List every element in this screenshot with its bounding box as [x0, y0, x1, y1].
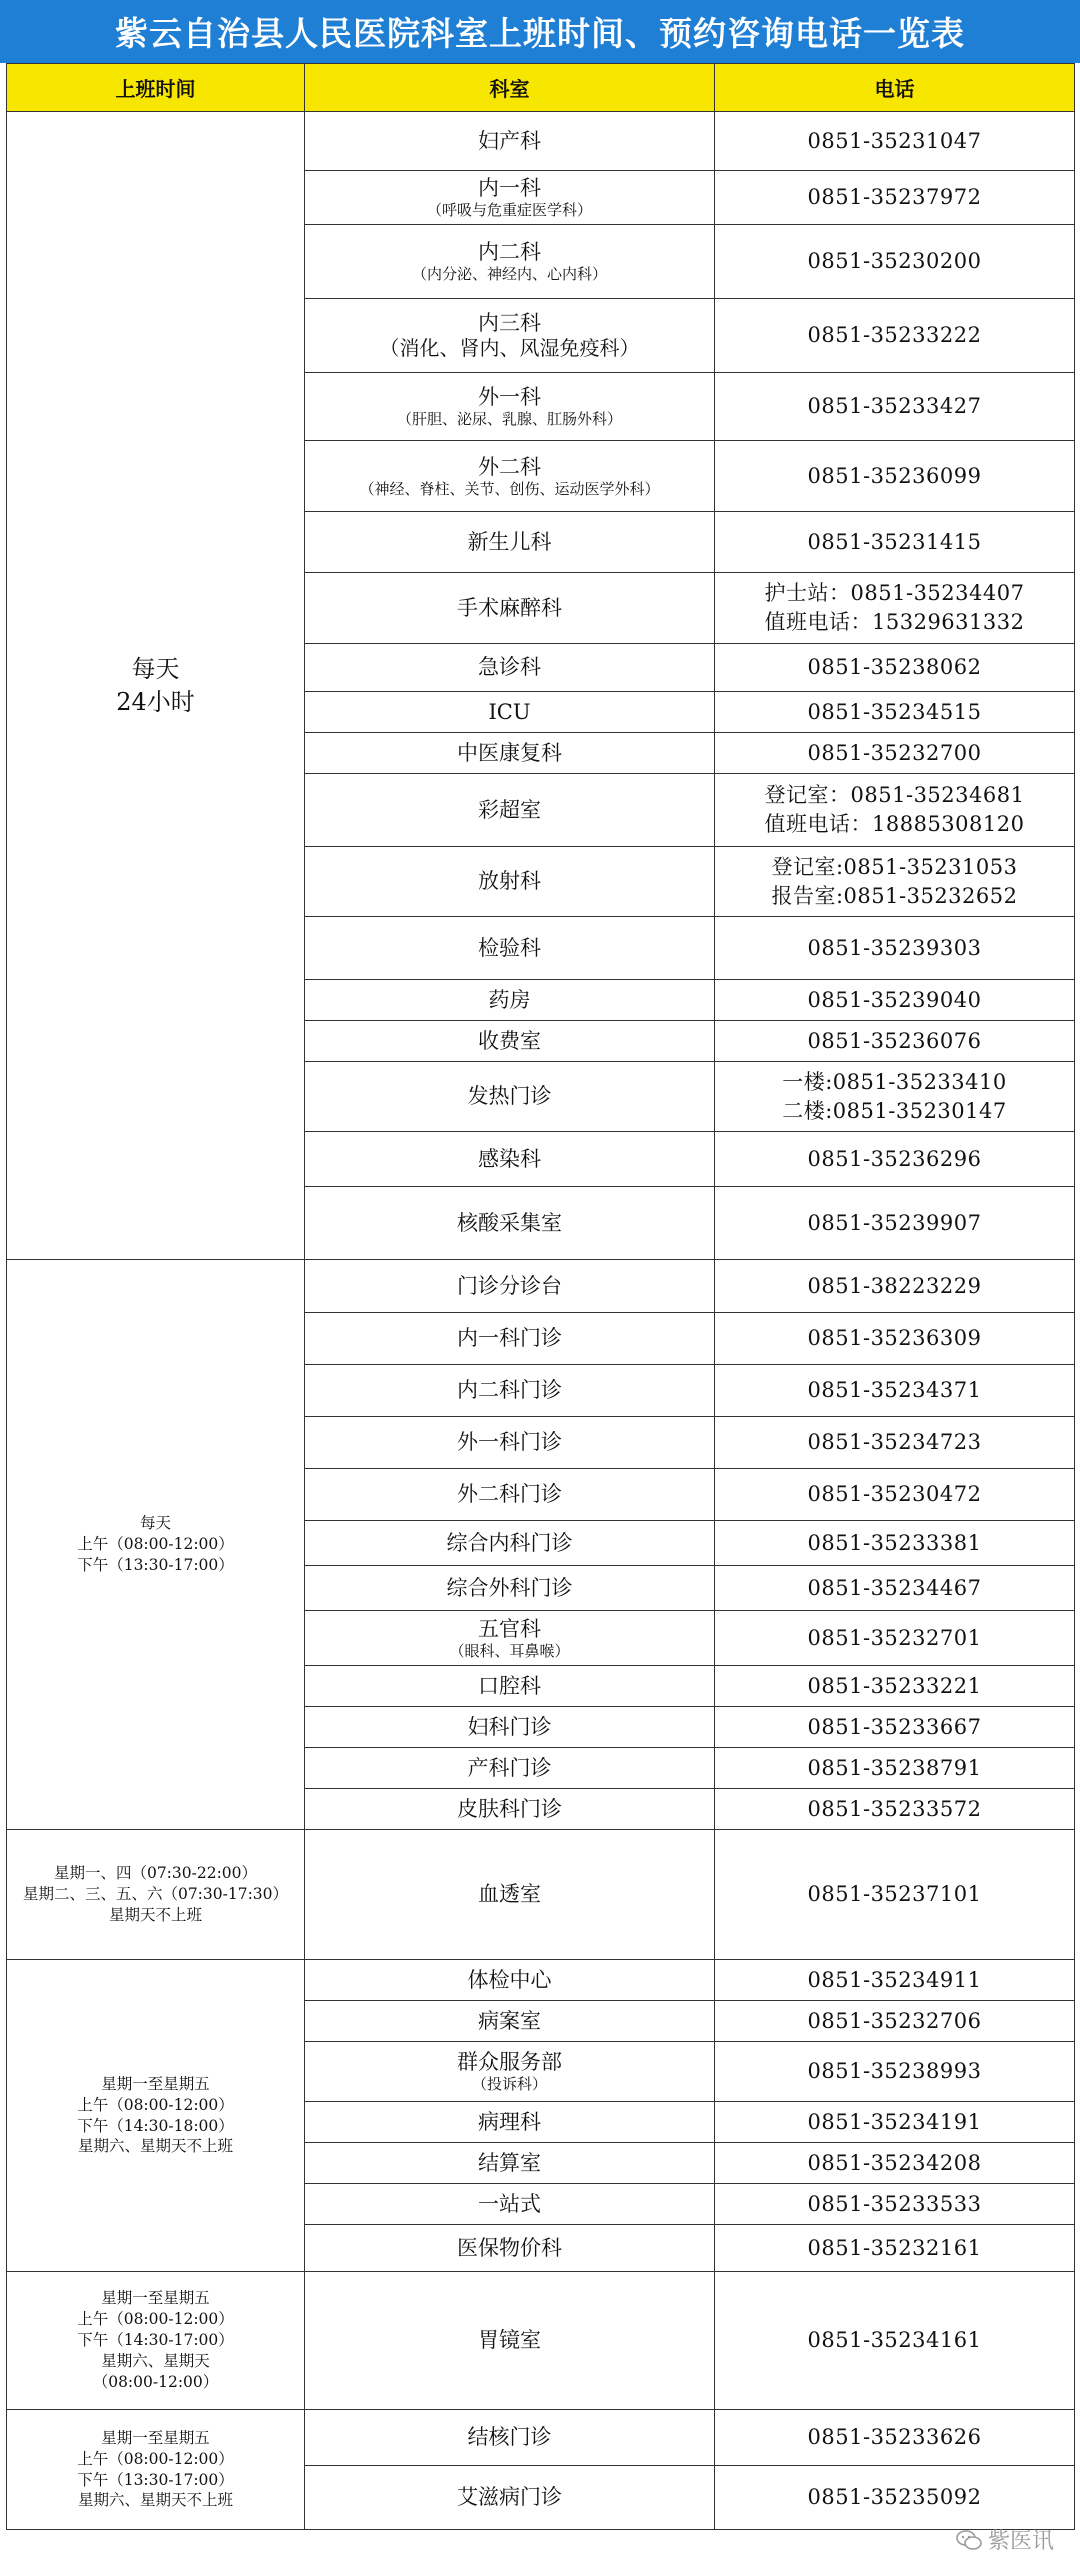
time-line: 下午（13:30-17:00） [77, 2470, 234, 2489]
phone-number: 0851-35234191 [807, 2109, 982, 2134]
phone-cell [715, 2102, 1075, 2143]
dept-subtitle: （肝胆、泌尿、乳腺、肛肠外科） [396, 410, 622, 429]
time-line: 下午（13:30-17:00） [77, 1555, 234, 1574]
phone-number: 0851-35230200 [807, 249, 982, 274]
phone-cell [715, 1417, 1075, 1469]
phone-number: 0851-38223229 [807, 1273, 982, 1298]
dept-cell [305, 1313, 715, 1365]
dept-name: 内一科 [478, 176, 541, 200]
phone-number: 0851-35231047 [807, 128, 982, 153]
phone-number: 0851-35237101 [807, 1882, 982, 1907]
phone-number: 护士站：0851-35234407 [764, 581, 1025, 606]
time-line: 上午（08:00-12:00） [77, 2449, 234, 2468]
phone-cell [715, 441, 1075, 512]
time-line: 每天 [131, 655, 180, 684]
dept-cell [305, 917, 715, 980]
dept-name: 内三科 [478, 310, 541, 335]
phone-number: 二楼:0851-35230147 [782, 1098, 1007, 1123]
phone-cell [715, 2225, 1075, 2272]
phone-number: 0851-35232700 [807, 740, 982, 765]
phone-number: 0851-35233667 [807, 1714, 982, 1739]
phone-number: 0851-35239040 [807, 987, 982, 1012]
phone-number: 0851-35236099 [807, 463, 982, 488]
dept-cell [305, 1062, 715, 1132]
phone-cell [715, 2143, 1075, 2184]
dept-cell [305, 1830, 715, 1960]
wechat-icon [956, 2529, 982, 2551]
title-bar [0, 0, 1080, 63]
phone-number: 0851-35238062 [807, 655, 982, 680]
phone-number: 0851-35234723 [807, 1430, 982, 1455]
dept-cell [305, 1611, 715, 1666]
phone-number: 0851-35232701 [807, 1625, 982, 1650]
table-row [7, 2410, 1075, 2466]
phone-number: 0851-35236296 [807, 1146, 982, 1171]
phone-cell [715, 1260, 1075, 1313]
phone-number: 值班电话：15329631332 [764, 610, 1025, 634]
dept-name: 内二科门诊 [457, 1378, 562, 1403]
dept-cell [305, 2272, 715, 2410]
phone-cell [715, 1960, 1075, 2001]
phone-cell [715, 1566, 1075, 1611]
dept-name: 体检中心 [467, 1967, 552, 1992]
phone-number: 0851-35234371 [807, 1378, 982, 1403]
dept-name: 五官科 [478, 1616, 541, 1641]
dept-subtitle: （投诉科） [471, 2075, 547, 2094]
phone-cell [715, 2184, 1075, 2225]
dept-cell [305, 373, 715, 441]
dept-name: 急诊科 [478, 655, 541, 680]
phone-number: 报告室:0851-35232652 [771, 883, 1018, 908]
phone-number: 0851-35234515 [807, 699, 982, 724]
time-line: 下午（14:30-18:00） [77, 2116, 234, 2135]
phone-number: 0851-35234467 [807, 1575, 982, 1600]
dept-cell [305, 1417, 715, 1469]
phone-number: 0851-35233221 [807, 1673, 982, 1698]
time-line: 星期一、四（07:30-22:00） [53, 1864, 258, 1883]
phone-number: 0851-35238993 [807, 2059, 982, 2084]
table-header-row [7, 64, 1075, 112]
dept-cell [305, 1021, 715, 1062]
dept-name: 检验科 [478, 935, 541, 960]
dept-name: 血透室 [478, 1882, 541, 1907]
phone-cell [715, 692, 1075, 733]
phone-cell [715, 1365, 1075, 1417]
phone-cell [715, 1469, 1075, 1521]
dept-cell [305, 573, 715, 644]
phone-cell [715, 512, 1075, 573]
phone-number: 0851-35239303 [807, 935, 982, 960]
dept-name: 药房 [488, 987, 531, 1012]
phone-cell [715, 225, 1075, 299]
dept-cell [305, 1666, 715, 1707]
dept-cell [305, 774, 715, 847]
phone-number: 0851-35233626 [807, 2425, 982, 2450]
dept-name: 手术麻醉科 [457, 595, 562, 620]
dept-cell [305, 2001, 715, 2042]
dept-cell [305, 980, 715, 1021]
phone-cell [715, 373, 1075, 441]
time-line: 上午（08:00-12:00） [77, 1535, 234, 1554]
dept-name: 医保物价科 [457, 2235, 562, 2260]
dept-cell [305, 733, 715, 774]
dept-name: 放射科 [478, 869, 541, 894]
phone-number: 0851-35238791 [807, 1755, 982, 1780]
table-row [7, 1960, 1075, 2001]
phone-number: 0851-35232706 [807, 2008, 982, 2033]
dept-subtitle: （内分泌、神经内、心内科） [411, 265, 607, 284]
dept-name: 感染科 [478, 1146, 541, 1171]
time-line: （08:00-12:00） [92, 2372, 219, 2391]
header-phone: 电话 [715, 64, 1075, 112]
phone-cell [715, 1062, 1075, 1132]
dept-name: 病理科 [478, 2109, 541, 2134]
phone-cell [715, 2466, 1075, 2530]
phone-cell [715, 2272, 1075, 2410]
dept-subtitle: （消化、肾内、风湿免疫科） [379, 336, 640, 361]
dept-cell [305, 1469, 715, 1521]
phone-number: 0851-35230472 [807, 1482, 982, 1507]
phone-number: 登记室:0851-35231053 [771, 854, 1018, 879]
dept-name: 外二科门诊 [457, 1482, 562, 1507]
phone-number: 值班电话：18885308120 [764, 812, 1025, 836]
phone-cell [715, 1611, 1075, 1666]
phone-number: 一楼:0851-35233410 [782, 1069, 1007, 1094]
phone-cell [715, 1707, 1075, 1748]
dept-cell [305, 441, 715, 512]
time-cell [7, 2272, 305, 2410]
phone-number: 0851-35234161 [807, 2328, 982, 2353]
time-line: 星期天不上班 [108, 1905, 202, 1924]
dept-cell [305, 1187, 715, 1260]
dept-cell [305, 1707, 715, 1748]
phone-number: 登记室：0851-35234681 [764, 783, 1025, 808]
phone-cell [715, 2410, 1075, 2466]
dept-cell [305, 2042, 715, 2102]
phone-cell [715, 1666, 1075, 1707]
dept-subtitle: （呼吸与危重症医学科） [426, 201, 592, 220]
phone-cell [715, 112, 1075, 171]
dept-name: 外一科 [478, 385, 541, 409]
phone-cell [715, 573, 1075, 644]
phone-cell [715, 644, 1075, 692]
time-line: 24小时 [116, 687, 195, 716]
header-time: 上班时间 [7, 64, 305, 112]
dept-cell [305, 2102, 715, 2143]
time-cell [7, 112, 305, 1260]
dept-name: 中医康复科 [457, 740, 562, 765]
dept-name: ICU [488, 699, 531, 724]
dept-name: 发热门诊 [467, 1084, 552, 1109]
dept-name: 核酸采集室 [457, 1210, 562, 1235]
time-cell [7, 1960, 305, 2272]
phone-number: 0851-35236076 [807, 1028, 982, 1053]
dept-name: 产科门诊 [467, 1755, 552, 1780]
dept-cell [305, 2466, 715, 2530]
dept-name: 妇科门诊 [467, 1714, 552, 1739]
dept-cell [305, 1566, 715, 1611]
phone-cell [715, 980, 1075, 1021]
dept-name: 门诊分诊台 [457, 1273, 562, 1298]
phone-cell [715, 847, 1075, 917]
dept-cell [305, 2143, 715, 2184]
dept-cell [305, 512, 715, 573]
time-cell [7, 1260, 305, 1830]
time-line: 星期六、星期天不上班 [77, 2137, 233, 2156]
dept-name: 外一科门诊 [457, 1430, 562, 1455]
dept-cell [305, 1521, 715, 1566]
dept-cell [305, 1260, 715, 1313]
phone-number: 0851-35239907 [807, 1210, 982, 1235]
table-row [7, 112, 1075, 171]
dept-cell [305, 299, 715, 373]
time-line: 下午（14:30-17:00） [77, 2331, 234, 2350]
phone-number: 0851-35233533 [807, 2191, 982, 2216]
dept-name: 外二科 [478, 454, 541, 479]
phone-number: 0851-35233572 [807, 1796, 982, 1821]
phone-cell [715, 1313, 1075, 1365]
time-cell [7, 1830, 305, 1960]
dept-cell [305, 2225, 715, 2272]
dept-name: 内一科门诊 [457, 1326, 562, 1351]
phone-number: 0851-35237972 [807, 185, 982, 210]
phone-number: 0851-35233427 [807, 394, 982, 419]
dept-name: 群众服务部 [457, 2050, 562, 2074]
phone-cell [715, 1187, 1075, 1260]
phone-number: 0851-35236309 [807, 1326, 982, 1351]
dept-name: 病案室 [478, 2008, 541, 2033]
phone-cell [715, 1789, 1075, 1830]
dept-name: 妇产科 [478, 128, 541, 153]
dept-name: 结核门诊 [467, 2425, 552, 2450]
dept-name: 艾滋病门诊 [457, 2485, 562, 2510]
dept-name: 一站式 [478, 2191, 541, 2216]
dept-cell [305, 1789, 715, 1830]
phone-cell [715, 774, 1075, 847]
phone-number: 0851-35235092 [807, 2485, 982, 2510]
phone-cell [715, 1132, 1075, 1187]
phone-cell [715, 1830, 1075, 1960]
phone-number: 0851-35232161 [807, 2235, 982, 2260]
phone-number: 0851-35233381 [807, 1530, 982, 1555]
phone-cell [715, 299, 1075, 373]
watermark [956, 2524, 1054, 2555]
dept-subtitle: （眼科、耳鼻喉） [449, 1641, 570, 1660]
phone-number: 0851-35234208 [807, 2150, 982, 2175]
dept-cell [305, 1960, 715, 2001]
dept-name: 综合外科门诊 [446, 1575, 573, 1600]
phone-cell [715, 1021, 1075, 1062]
dept-subtitle: （神经、脊柱、关节、创伤、运动医学外科） [359, 479, 660, 498]
table-row [7, 2272, 1075, 2410]
schedule-table [6, 63, 1075, 2530]
time-cell [7, 2410, 305, 2530]
dept-cell [305, 1748, 715, 1789]
dept-cell [305, 112, 715, 171]
dept-cell [305, 1365, 715, 1417]
table-row [7, 1830, 1075, 1960]
page-title: 紫云自治县人民医院科室上班时间、预约咨询电话一览表 [115, 14, 965, 53]
phone-number: 0851-35231415 [807, 529, 982, 554]
time-line: 星期二、三、五、六（07:30-17:30） [22, 1885, 289, 1904]
watermark-text: 紫医讯 [987, 2529, 1054, 2554]
dept-name: 胃镜室 [478, 2328, 541, 2353]
phone-number: 0851-35233222 [807, 323, 982, 348]
phone-number: 0851-35234911 [807, 1967, 982, 1992]
dept-name: 结算室 [478, 2150, 541, 2175]
dept-cell [305, 847, 715, 917]
dept-name: 皮肤科门诊 [457, 1796, 562, 1821]
phone-cell [715, 2042, 1075, 2102]
phone-cell [715, 917, 1075, 980]
phone-cell [715, 2001, 1075, 2042]
time-line: 星期六、星期天 [101, 2351, 210, 2370]
time-line: 星期一至星期五 [101, 2428, 210, 2447]
dept-cell [305, 171, 715, 225]
time-line: 星期六、星期天不上班 [77, 2491, 233, 2510]
dept-name: 内二科 [478, 240, 541, 264]
dept-cell [305, 1132, 715, 1187]
table-row [7, 1260, 1075, 1313]
dept-name: 综合内科门诊 [446, 1530, 573, 1555]
time-line: 星期一至星期五 [101, 2074, 210, 2093]
dept-name: 收费室 [478, 1028, 541, 1053]
dept-name: 彩超室 [478, 797, 541, 822]
dept-cell [305, 692, 715, 733]
dept-name: 新生儿科 [467, 529, 552, 554]
dept-cell [305, 225, 715, 299]
table-body [7, 112, 1075, 2530]
phone-cell [715, 1748, 1075, 1789]
phone-cell [715, 1521, 1075, 1566]
time-line: 上午（08:00-12:00） [77, 2095, 234, 2114]
phone-cell [715, 171, 1075, 225]
phone-cell [715, 733, 1075, 774]
time-line: 上午（08:00-12:00） [77, 2310, 234, 2329]
dept-name: 口腔科 [478, 1673, 541, 1698]
dept-cell [305, 644, 715, 692]
header-dept: 科室 [305, 64, 715, 112]
time-line: 星期一至星期五 [101, 2289, 210, 2308]
dept-cell [305, 2184, 715, 2225]
time-line: 每天 [139, 1514, 171, 1533]
dept-cell [305, 2410, 715, 2466]
